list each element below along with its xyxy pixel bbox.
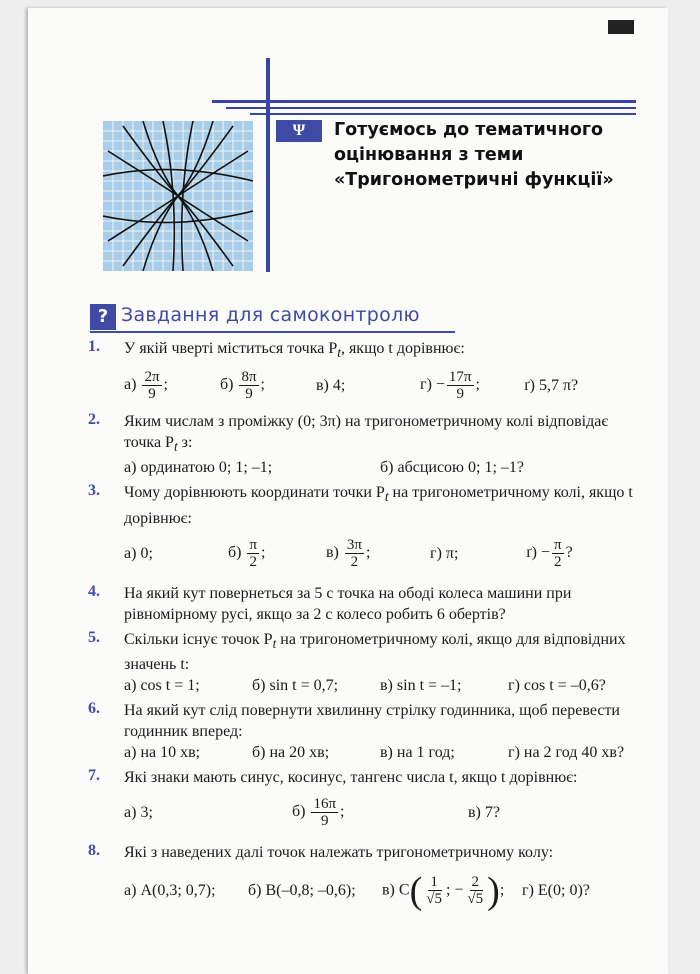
task-1 [88, 338, 648, 407]
option-a: а) 0; [124, 545, 153, 563]
option-b: б) абсцисою 0; 1; –1? [380, 459, 524, 477]
task-number: 5. [88, 628, 100, 646]
page-corner-mark [608, 20, 634, 34]
task-options [124, 742, 648, 763]
task-number: 7. [88, 766, 100, 784]
task-question: Які знаки мають синус, косинус, тангенс числа t, якщо t дорівнює: [124, 768, 578, 786]
task-6 [88, 700, 648, 763]
header-rule-2 [226, 107, 636, 109]
option-b: б) на 20 хв; [252, 743, 330, 761]
task-options [124, 675, 648, 696]
task-number: 8. [88, 841, 100, 859]
option-b: б) sin t = 0,7; [252, 676, 339, 694]
option-g: г) E(0; 0)? [522, 882, 590, 900]
trig-curves-illustration [103, 121, 253, 271]
option-g: г) cos t = –0,6? [508, 676, 606, 694]
option-a: а) $\frac{2\pi}{9}$ ; [124, 368, 168, 402]
header-rule-1 [212, 100, 636, 103]
option-b: б) $\frac{8\pi}{9}$ ; [220, 368, 265, 402]
option-b: б) $\frac{\pi}{2}$ ; [228, 537, 266, 571]
task-list [88, 338, 648, 923]
task-4 [88, 583, 648, 625]
option-ge: ґ) − $\frac{\pi}{2}$ ? [526, 537, 573, 571]
option-v: в) 7? [468, 804, 500, 822]
task-8 [88, 842, 648, 919]
task-number: 4. [88, 582, 100, 600]
task-2 [88, 411, 648, 478]
option-a: а) на 10 хв; [124, 743, 201, 761]
option-b: б) $\frac{16\pi}{9}$ ; [292, 796, 345, 830]
task-question: На який кут слід повернути хвилинну стрілку годинника, щоб перевести годинник вперед: [124, 701, 620, 740]
option-v: в) $\frac{3\pi}{2}$ ; [326, 537, 371, 571]
task-number: 3. [88, 482, 100, 500]
task-question: Яким числам з проміжку (0; 3π) на тригонометричному колі відповідає точка $P_t$ з: [124, 413, 609, 455]
section-underline [90, 331, 455, 333]
option-b: б) B(–0,8; –0,6); [248, 882, 356, 900]
task-question: На який кут повернеться за 5 с точка на ободі колеса машини при рівномірному русі, якщо за 2 с колесо робить 6 обертів? [124, 584, 572, 623]
task-options [124, 863, 648, 919]
task-number: 2. [88, 411, 100, 429]
task-question: Скільки існує точок $P_t$ на тригонометричному колі, якщо для відповідних значень t: [124, 630, 626, 673]
task-3 [88, 482, 648, 578]
option-v: в) на 1 год; [380, 743, 455, 761]
header-rule-3 [250, 113, 636, 115]
page-title: Готуємось до тематичного оцінювання з теми «Тригонометричні функції» [334, 120, 614, 190]
lambda-psi-icon: Ψ [292, 122, 306, 139]
option-a: а) cos t = 1; [124, 676, 200, 694]
section-title: Завдання для самоконтролю [121, 304, 420, 326]
option-a: а) ординатою 0; 1; –1; [124, 459, 273, 477]
option-v: в) C( $\frac{1}{√5}$ ; − $\frac{2}{√5}$ ); [382, 869, 505, 912]
task-question: Які з наведених далі точок належать тригонометричному колу: [124, 843, 554, 861]
option-a: а) A(0,3; 0,7); [124, 882, 216, 900]
task-options [124, 529, 648, 579]
task-options [124, 363, 648, 407]
option-g: г) − $\frac{17\pi}{9}$ ; [420, 368, 480, 402]
option-v: в) 4; [316, 376, 346, 394]
task-options [124, 457, 648, 478]
task-7 [88, 767, 648, 838]
option-ge: ґ) 5,7 π? [524, 376, 579, 394]
task-number: 6. [88, 699, 100, 717]
option-g: г) на 2 год 40 хв? [508, 743, 625, 761]
question-mark-icon: ? [90, 304, 116, 330]
header-vertical-rule [266, 58, 270, 272]
task-question: Чому дорівнюють координати точки $P_t$ на тригонометричному колі, якщо t дорівнює: [124, 484, 633, 527]
option-a: а) 3; [124, 804, 153, 822]
option-v: в) sin t = –1; [380, 676, 462, 694]
task-5 [88, 629, 648, 696]
task-question: У якій чверті міститься точка $P_t$, якщо t дорівнює: [124, 340, 465, 361]
option-g: г) π; [430, 545, 459, 563]
header-badge [276, 120, 322, 142]
task-number: 1. [88, 338, 100, 355]
task-options [124, 788, 648, 838]
